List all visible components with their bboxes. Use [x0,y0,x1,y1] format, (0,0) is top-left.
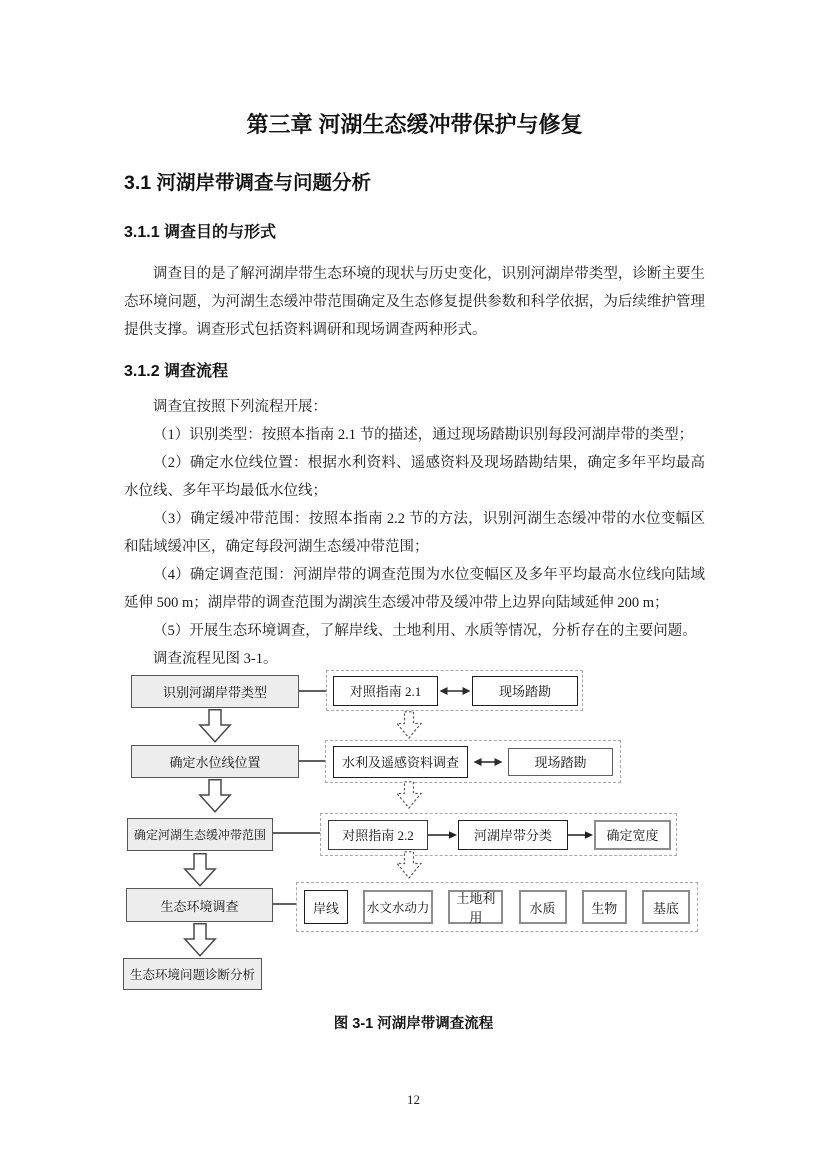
flow-group-survey-elements [296,882,698,932]
list-item-1: （1）识别类型：按照本指南 2.1 节的描述，通过现场踏勘识别每段河湖岸带的类型； [153,427,694,443]
section-3-1-heading: 3.1 河湖岸带调查与问题分析 [124,172,372,194]
down-block-arrow-icon [197,779,233,813]
flow-group-water-level-data [325,740,621,783]
flow-box-site-reconnaissance-1: 现场踏勘 [472,676,578,706]
list-item-4: （4）确定调查范围：河湖岸带的调查范围为水位变幅区及多年平均最高水位线向陆域延伸 500 m；湖岸带的调查范围为湖滨生态缓冲带及缓冲带上边界向陆域延伸 200 m； [124,567,705,611]
paragraph-intro: 调查宜按照下列流程开展： [153,399,327,415]
double-headed-arrow-icon [472,755,504,769]
flow-box-guide-2-1: 对照指南 2.1 [333,676,438,706]
connector-line [299,760,325,762]
chapter-title: 第三章 河湖生态缓冲带保护与修复 [246,112,583,137]
flow-box-shoreline: 岸线 [304,890,348,924]
flow-step-water-level: 确定水位线位置 [131,745,299,778]
dashed-down-arrow-icon [395,851,423,879]
down-block-arrow-icon [182,923,218,957]
connector-line [299,690,326,692]
flowchart-figure-3-1 [0,665,827,1005]
flow-box-hydrodynamics: 水文水动力 [363,890,433,924]
flow-step-eco-survey: 生态环境调查 [126,888,273,922]
paragraph-purpose: 调查目的是了解河湖岸带生态环境的现状与历史变化，识别河湖岸带类型，诊断主要生态环境问题，为河湖生态缓冲带范围确定及生态修复提供参数和科学依据，为后续维护管理提供支撑。调查形式包括资料调研和现场调查两种形式。 [124,266,705,338]
flow-step-buffer-range: 确定河湖生态缓冲带范围 [127,818,273,851]
flow-box-determine-width: 确定宽度 [594,820,671,850]
flow-step-problem-diagnosis: 生态环境问题诊断分析 [123,958,262,990]
connector-line [273,903,296,905]
dashed-down-arrow-icon [395,781,423,809]
page-number: 12 [407,1092,420,1107]
flow-group-buffer-determination [320,813,677,856]
flow-box-land-use: 土地利用 [448,890,503,924]
connector-line [273,832,320,834]
section-3-1-2-heading: 3.1.2 调查流程 [124,363,229,380]
list-item-5: （5）开展生态环境调查，了解岸线、土地利用、水质等情况，分析存在的主要问题。 [153,623,697,639]
dashed-down-arrow-icon [395,711,423,739]
flow-box-biology: 生物 [582,890,627,924]
paragraph-figure-reference: 调查流程见图 3-1。 [153,651,278,667]
right-arrow-icon [568,829,594,841]
list-item-3: （3）确定缓冲带范围：按照本指南 2.2 节的方法，识别河湖生态缓冲带的水位变幅区和陆域缓冲区，确定每段河湖生态缓冲带范围； [124,511,705,555]
figure-caption: 图 3-1 河湖岸带调查流程 [333,1016,494,1032]
down-block-arrow-icon [197,709,233,743]
flow-box-bank-classification: 河湖岸带分类 [458,820,568,850]
flow-box-guide-2-2: 对照指南 2.2 [328,820,428,850]
flow-box-hydrology-remote-sensing: 水利及遥感资料调查 [333,746,468,778]
section-3-1-1-heading: 3.1.1 调查目的与形式 [124,224,277,241]
flow-step-identify-type: 识别河湖岸带类型 [131,675,299,708]
double-headed-arrow-icon [438,684,472,698]
flow-box-water-quality: 水质 [519,890,567,924]
flow-box-site-reconnaissance-2: 现场踏勘 [508,748,613,776]
down-block-arrow-icon [182,853,218,887]
flow-group-type-identification [326,670,583,711]
right-arrow-icon [428,829,458,841]
flow-box-substrate: 基底 [642,890,690,924]
list-item-2: （2）确定水位线位置：根据水利资料、遥感资料及现场踏勘结果，确定多年平均最高水位线、多年平均最低水位线； [124,455,705,499]
